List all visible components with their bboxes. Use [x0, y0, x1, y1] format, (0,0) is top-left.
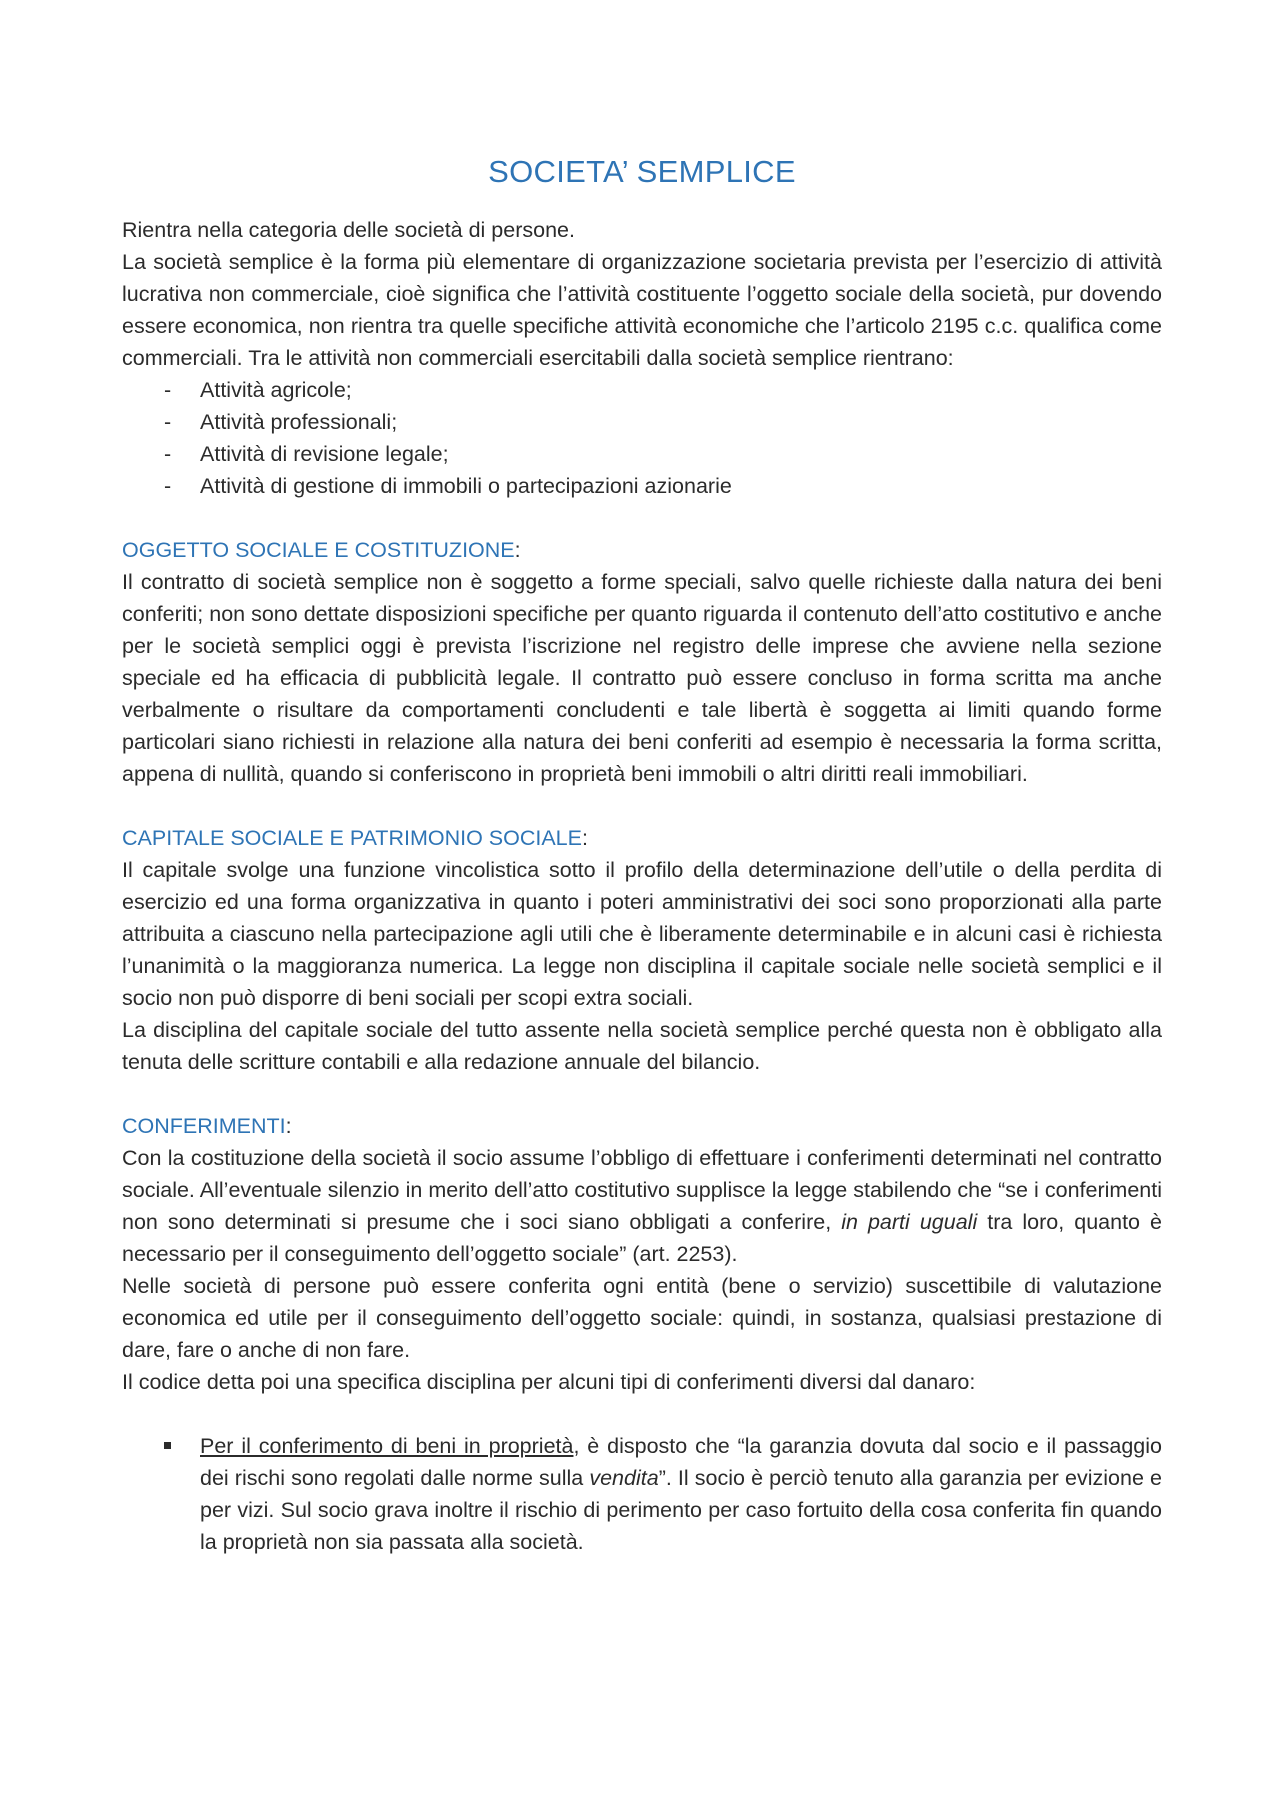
list-item: Per il conferimento di beni in proprietà, è disposto che “la garanzia dovuta dal socio e il passaggio dei rischi sono regolati dalle norme sulla vendita”. Il socio è perciò tenuto alla garanzia per evizione e per vizi. Sul socio grava inoltre il rischio di perimento per caso fortuito della cosa conferita fin quando la proprietà non sia passata alla società.	[122, 1430, 1162, 1558]
intro-line: Rientra nella categoria delle società di persone.	[122, 218, 575, 242]
page-title: SOCIETA’ SEMPLICE	[488, 154, 796, 189]
document-page	[122, 152, 1162, 1558]
list-item: - Attività professionali;	[122, 406, 1162, 438]
dash-marker: -	[164, 410, 172, 434]
conferimenti-paragraph-1: Con la costituzione della società il socio assume l’obbligo di effettuare i conferimenti determinati nel contratto sociale. All’eventuale silenzio in merito dell’atto costitutivo supplisce la legge stabilendo che “se i conferimenti non sono determinati si presume che i soci siano obbligati a conferire, in parti uguali tra loro, quanto è necessario per il conseguimento dell’oggetto sociale” (art. 2253).	[122, 1146, 1162, 1266]
list-item: - Attività agricole;	[122, 374, 1162, 406]
oggetto-paragraph: Il contratto di società semplice non è soggetto a forme speciali, salvo quelle richieste dalla natura dei beni conferiti; non sono dettate disposizioni specifiche per quanto riguarda il contenuto dell’atto costitutivo e anche per le società semplici oggi è prevista l’iscrizione nel registro delle imprese che avviene nella sezione speciale ed ha efficacia di pubblicità legale. Il contratto può essere concluso in forma scritta ma anche verbalmente o risultare da comportamenti concludenti e tale libertà è soggetta ai limiti quando forme particolari siano richiesti in relazione alla natura dei beni conferiti ad esempio è necessaria la forma scritta, appena di nullità, quando si conferiscono in proprietà beni immobili o altri diritti reali immobiliari.	[122, 570, 1162, 786]
list-item: - Attività di gestione di immobili o partecipazioni azionarie	[122, 470, 1162, 502]
conferimenti-paragraph-3: Il codice detta poi una specifica disciplina per alcuni tipi di conferimenti diversi dal danaro:	[122, 1370, 976, 1394]
capitale-paragraph-1: Il capitale svolge una funzione vincolistica sotto il profilo della determinazione dell’utile o della perdita di esercizio ed una forma organizzativa in quanto i poteri amministrativi dei soci sono proporzionati alla parte attribuita a ciascuno nella partecipazione agli utili che è liberamente determinabile e in alcuni casi è richiesta l’unanimità o la maggioranza numerica. La legge non disciplina il capitale sociale nelle società semplici e il socio non può disporre di beni sociali per scopi extra sociali.	[122, 858, 1162, 1010]
section-heading-capitale: CAPITALE SOCIALE E PATRIMONIO SOCIALE:	[122, 826, 588, 850]
section-heading-oggetto: OGGETTO SOCIALE E COSTITUZIONE:	[122, 538, 521, 562]
conferimenti-paragraph-2: Nelle società di persone può essere conferita ogni entità (bene o servizio) suscettibile di valutazione economica ed utile per il conseguimento dell’oggetto sociale: quindi, in sostanza, qualsiasi prestazione di dare, fare o anche di non fare.	[122, 1274, 1162, 1362]
square-bullet-icon	[164, 1442, 171, 1449]
capitale-paragraph-2: La disciplina del capitale sociale del tutto assente nella società semplice perché questa non è obbligato alla tenuta delle scritture contabili e alla redazione annuale del bilancio.	[122, 1018, 1162, 1074]
dash-marker: -	[164, 442, 172, 466]
conferimenti-bullet-list	[122, 1430, 1162, 1558]
dash-marker: -	[164, 378, 172, 402]
activity-list	[122, 374, 1162, 502]
list-item: - Attività di revisione legale;	[122, 438, 1162, 470]
intro-paragraph: La società semplice è la forma più elementare di organizzazione societaria prevista per l’esercizio di attività lucrativa non commerciale, cioè significa che l’attività costituente l’oggetto sociale della società, pur dovendo essere economica, non rientra tra quelle specifiche attività economiche che l’articolo 2195 c.c. qualifica come commerciali. Tra le attività non commerciali esercitabili dalla società semplice rientrano:	[122, 250, 1162, 370]
section-heading-conferimenti: CONFERIMENTI:	[122, 1114, 292, 1138]
dash-marker: -	[164, 474, 172, 498]
